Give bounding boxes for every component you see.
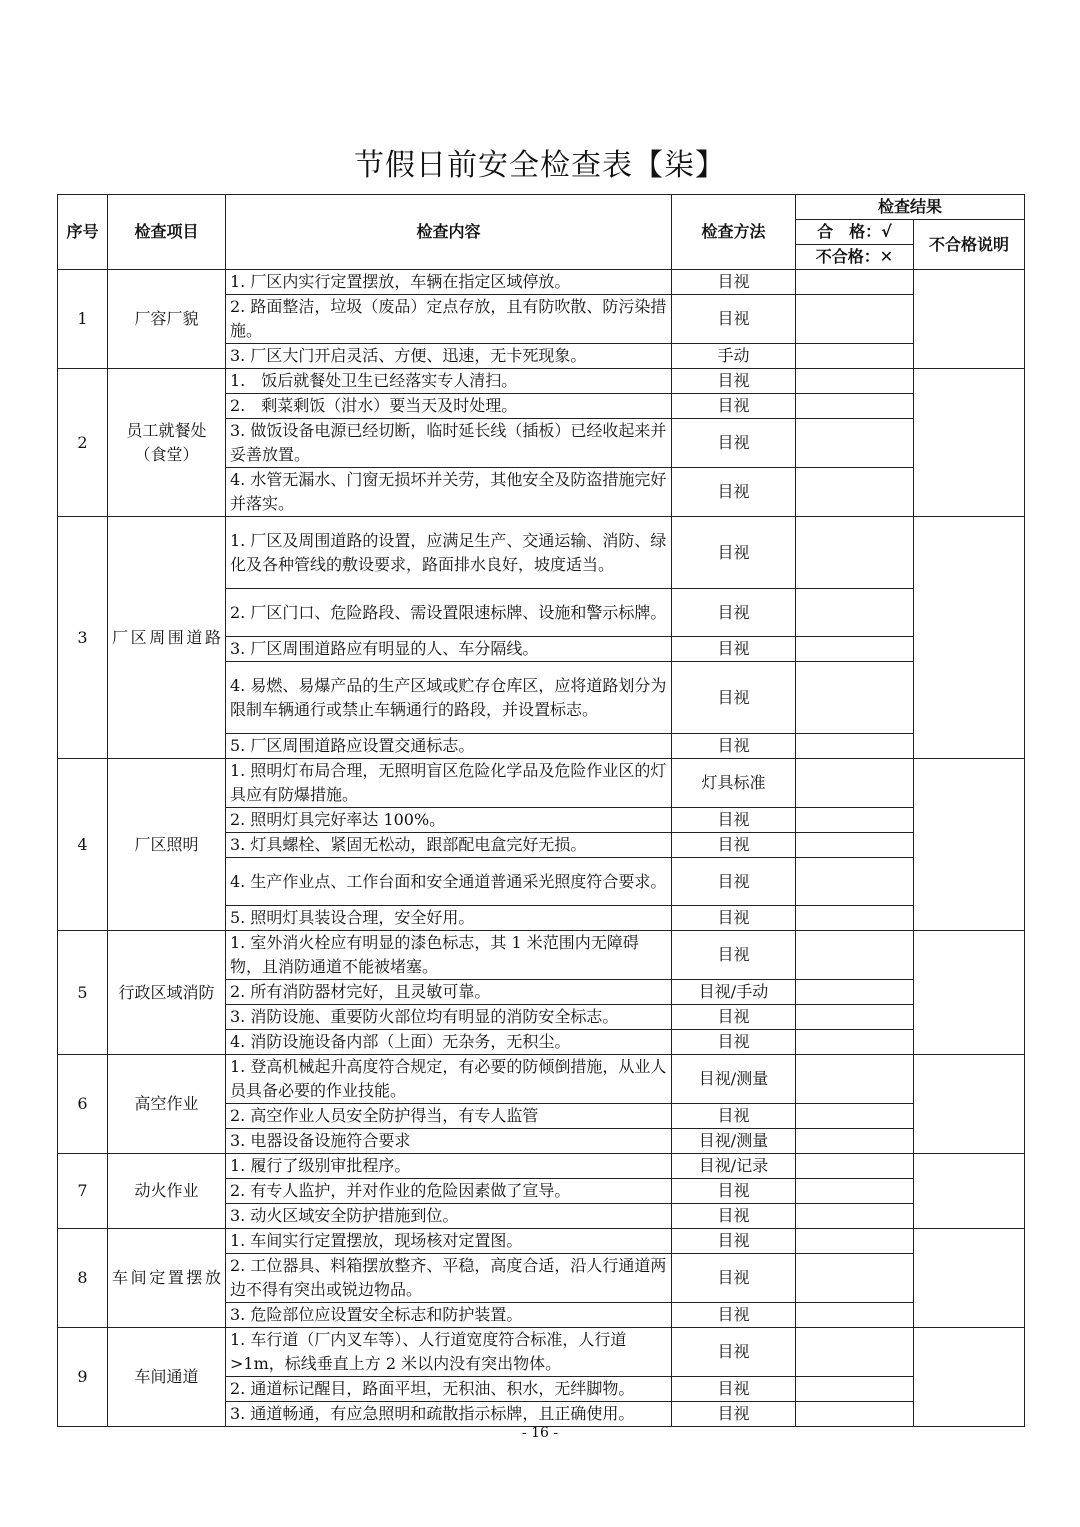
row-number: 8: [58, 1229, 108, 1328]
result-cell[interactable]: [796, 833, 914, 858]
check-content: 2. 高空作业人员安全防护得当，有专人监管: [226, 1104, 672, 1129]
check-method: 目视: [672, 906, 796, 931]
check-content: 3. 危险部位应设置安全标志和防护装置。: [226, 1303, 672, 1328]
inspection-table: [57, 194, 1025, 1427]
check-method: 目视: [672, 833, 796, 858]
check-content: 3. 做饭设备电源已经切断，临时延长线（插板）已经收起来并妥善放置。: [226, 419, 672, 468]
fail-note-cell[interactable]: [914, 931, 1025, 1055]
result-cell[interactable]: [796, 1328, 914, 1377]
header-method: 检查方法: [672, 195, 796, 270]
check-method: 目视: [672, 1104, 796, 1129]
check-content: 4. 生产作业点、工作台面和安全通道普通采光照度符合要求。: [226, 858, 672, 906]
header-fail-note: 不合格说明: [914, 220, 1025, 270]
row-number: 3: [58, 517, 108, 759]
check-content: 3. 厂区周围道路应有明显的人、车分隔线。: [226, 637, 672, 662]
page-title: 节假日前安全检查表【柒】: [354, 148, 726, 183]
result-cell[interactable]: [796, 344, 914, 369]
check-content: 2. 照明灯具完好率达 100%。: [226, 808, 672, 833]
check-content: 1. 车间实行定置摆放，现场核对定置图。: [226, 1229, 672, 1254]
check-content: 3. 通道畅通，有应急照明和疏散指示标牌，且正确使用。: [226, 1402, 672, 1427]
result-cell[interactable]: [796, 734, 914, 759]
check-content: 1. 饭后就餐处卫生已经落实专人清扫。: [226, 369, 672, 394]
check-content: 2. 路面整洁，垃圾（废品）定点存放，且有防吹散、防污染措施。: [226, 295, 672, 344]
check-method: 目视: [672, 1229, 796, 1254]
check-method: 目视/测量: [672, 1129, 796, 1154]
check-method: 目视: [672, 589, 796, 637]
result-cell[interactable]: [796, 808, 914, 833]
result-cell[interactable]: [796, 637, 914, 662]
check-method: 目视: [672, 394, 796, 419]
result-cell[interactable]: [796, 295, 914, 344]
check-item: 行政区域消防: [108, 931, 226, 1055]
check-content: 2. 所有消防器材完好，且灵敏可靠。: [226, 980, 672, 1005]
result-cell[interactable]: [796, 1129, 914, 1154]
fail-note-cell[interactable]: [914, 1229, 1025, 1328]
table-row: [58, 1055, 1025, 1104]
result-cell[interactable]: [796, 1179, 914, 1204]
check-item: 车间通道: [108, 1328, 226, 1427]
check-content: 1. 履行了级别审批程序。: [226, 1154, 672, 1179]
check-content: 3. 灯具螺栓、紧固无松动，跟部配电盒完好无损。: [226, 833, 672, 858]
check-content: 1. 厂区内实行定置摆放，车辆在指定区域停放。: [226, 270, 672, 295]
result-cell[interactable]: [796, 1204, 914, 1229]
check-content: 2. 通道标记醒目，路面平坦，无积油、积水，无绊脚物。: [226, 1377, 672, 1402]
check-method: 目视: [672, 295, 796, 344]
check-method: 目视: [672, 808, 796, 833]
page-number: - 16 -: [521, 1425, 559, 1441]
check-method: 灯具标准: [672, 759, 796, 808]
check-content: 3. 动火区域安全防护措施到位。: [226, 1204, 672, 1229]
result-cell[interactable]: [796, 759, 914, 808]
check-item: 车间定置摆放: [108, 1229, 226, 1328]
check-content: 4. 易燃、易爆产品的生产区域或贮存仓库区，应将道路划分为限制车辆通行或禁止车辆通行的路段，并设置标志。: [226, 662, 672, 734]
check-content: 2. 厂区门口、危险路段、需设置限速标牌、设施和警示标牌。: [226, 589, 672, 637]
check-content: 1. 登高机械起升高度符合规定，有必要的防倾倒措施，从业人员具备必要的作业技能。: [226, 1055, 672, 1104]
check-content: 3. 厂区大门开启灵活、方便、迅速，无卡死现象。: [226, 344, 672, 369]
fail-note-cell[interactable]: [914, 759, 1025, 931]
check-method: 目视: [672, 662, 796, 734]
header-content: 检查内容: [226, 195, 672, 270]
check-method: 目视: [672, 1402, 796, 1427]
check-item: 动火作业: [108, 1154, 226, 1229]
result-cell[interactable]: [796, 419, 914, 468]
result-cell[interactable]: [796, 270, 914, 295]
result-cell[interactable]: [796, 1104, 914, 1129]
fail-note-cell[interactable]: [914, 1328, 1025, 1427]
check-content: 2. 工位器具、料箱摆放整齐、平稳，高度合适，沿人行通道两边不得有突出或锐边物品。: [226, 1254, 672, 1303]
result-cell[interactable]: [796, 589, 914, 637]
check-method: 目视: [672, 1303, 796, 1328]
header-item: 检查项目: [108, 195, 226, 270]
result-cell[interactable]: [796, 1229, 914, 1254]
header-pass: 合 格：√: [796, 220, 914, 245]
result-cell[interactable]: [796, 1303, 914, 1328]
check-method: 目视: [672, 1005, 796, 1030]
result-cell[interactable]: [796, 1377, 914, 1402]
check-method: 目视: [672, 1328, 796, 1377]
check-method: 目视/测量: [672, 1055, 796, 1104]
check-content: 2. 剩菜剩饭（泔水）要当天及时处理。: [226, 394, 672, 419]
fail-note-cell[interactable]: [914, 270, 1025, 369]
table-row: [58, 270, 1025, 295]
result-cell[interactable]: [796, 394, 914, 419]
check-method: 手动: [672, 344, 796, 369]
header-fail: 不合格：✕: [796, 245, 914, 270]
check-content: 3. 电器设备设施符合要求: [226, 1129, 672, 1154]
table-row: [58, 1229, 1025, 1254]
check-content: 1. 照明灯布局合理，无照明盲区危险化学品及危险作业区的灯具应有防爆措施。: [226, 759, 672, 808]
result-cell[interactable]: [796, 906, 914, 931]
check-item: 厂容厂貌: [108, 270, 226, 369]
check-method: 目视: [672, 270, 796, 295]
fail-note-cell[interactable]: [914, 369, 1025, 517]
table-row: [58, 369, 1025, 394]
fail-note-cell[interactable]: [914, 1154, 1025, 1229]
check-item: 厂区周围道路: [108, 517, 226, 759]
fail-note-cell[interactable]: [914, 517, 1025, 759]
result-cell[interactable]: [796, 369, 914, 394]
check-method: 目视: [672, 1204, 796, 1229]
check-content: 4. 水管无漏水、门窗无损坏并关劳，其他安全及防盗措施完好并落实。: [226, 468, 672, 517]
check-content: 5. 照明灯具装设合理，安全好用。: [226, 906, 672, 931]
header-no: 序号: [58, 195, 108, 270]
row-number: 5: [58, 931, 108, 1055]
table-row: [58, 931, 1025, 980]
table-row: [58, 1154, 1025, 1179]
result-cell[interactable]: [796, 1030, 914, 1055]
result-cell[interactable]: [796, 1005, 914, 1030]
row-number: 7: [58, 1154, 108, 1229]
check-method: 目视: [672, 858, 796, 906]
check-content: 1. 室外消火栓应有明显的漆色标志，其 1 米范围内无障碍物，且消防通道不能被堵塞。: [226, 931, 672, 980]
table-row: [58, 517, 1025, 589]
check-method: 目视/手动: [672, 980, 796, 1005]
check-method: 目视: [672, 369, 796, 394]
check-item: 高空作业: [108, 1055, 226, 1154]
result-cell[interactable]: [796, 1402, 914, 1427]
check-content: 4. 消防设施设备内部（上面）无杂务，无积尘。: [226, 1030, 672, 1055]
check-method: 目视/记录: [672, 1154, 796, 1179]
result-cell[interactable]: [796, 517, 914, 589]
check-content: 5. 厂区周围道路应设置交通标志。: [226, 734, 672, 759]
row-number: 6: [58, 1055, 108, 1154]
check-method: 目视: [672, 734, 796, 759]
result-cell[interactable]: [796, 931, 914, 980]
row-number: 9: [58, 1328, 108, 1427]
table-row: [58, 759, 1025, 808]
result-cell[interactable]: [796, 1055, 914, 1104]
row-number: 4: [58, 759, 108, 931]
check-item: 厂区照明: [108, 759, 226, 931]
result-cell[interactable]: [796, 1154, 914, 1179]
check-method: 目视: [672, 419, 796, 468]
check-content: 3. 消防设施、重要防火部位均有明显的消防安全标志。: [226, 1005, 672, 1030]
check-method: 目视: [672, 1179, 796, 1204]
check-method: 目视: [672, 1030, 796, 1055]
result-cell[interactable]: [796, 662, 914, 734]
result-cell[interactable]: [796, 468, 914, 517]
check-content: 1. 厂区及周围道路的设置，应满足生产、交通运输、消防、绿化及各种管线的敷设要求，路面排水良好，坡度适当。: [226, 517, 672, 589]
result-cell[interactable]: [796, 980, 914, 1005]
check-method: 目视: [672, 637, 796, 662]
check-method: 目视: [672, 468, 796, 517]
table-row: [58, 1328, 1025, 1377]
check-method: 目视: [672, 1377, 796, 1402]
header-result: 检查结果: [796, 195, 1025, 220]
check-item: 员工就餐处（食堂）: [108, 369, 226, 517]
check-method: 目视: [672, 517, 796, 589]
check-content: 1. 车行道（厂内叉车等）、人行道宽度符合标准，人行道>1m，标线垂直上方 2 米以内没有突出物体。: [226, 1328, 672, 1377]
check-method: 目视: [672, 931, 796, 980]
table-body: [58, 270, 1025, 1427]
row-number: 2: [58, 369, 108, 517]
row-number: 1: [58, 270, 108, 369]
result-cell[interactable]: [796, 1254, 914, 1303]
check-content: 2. 有专人监护，并对作业的危险因素做了宣导。: [226, 1179, 672, 1204]
fail-note-cell[interactable]: [914, 1055, 1025, 1154]
result-cell[interactable]: [796, 858, 914, 906]
check-method: 目视: [672, 1254, 796, 1303]
